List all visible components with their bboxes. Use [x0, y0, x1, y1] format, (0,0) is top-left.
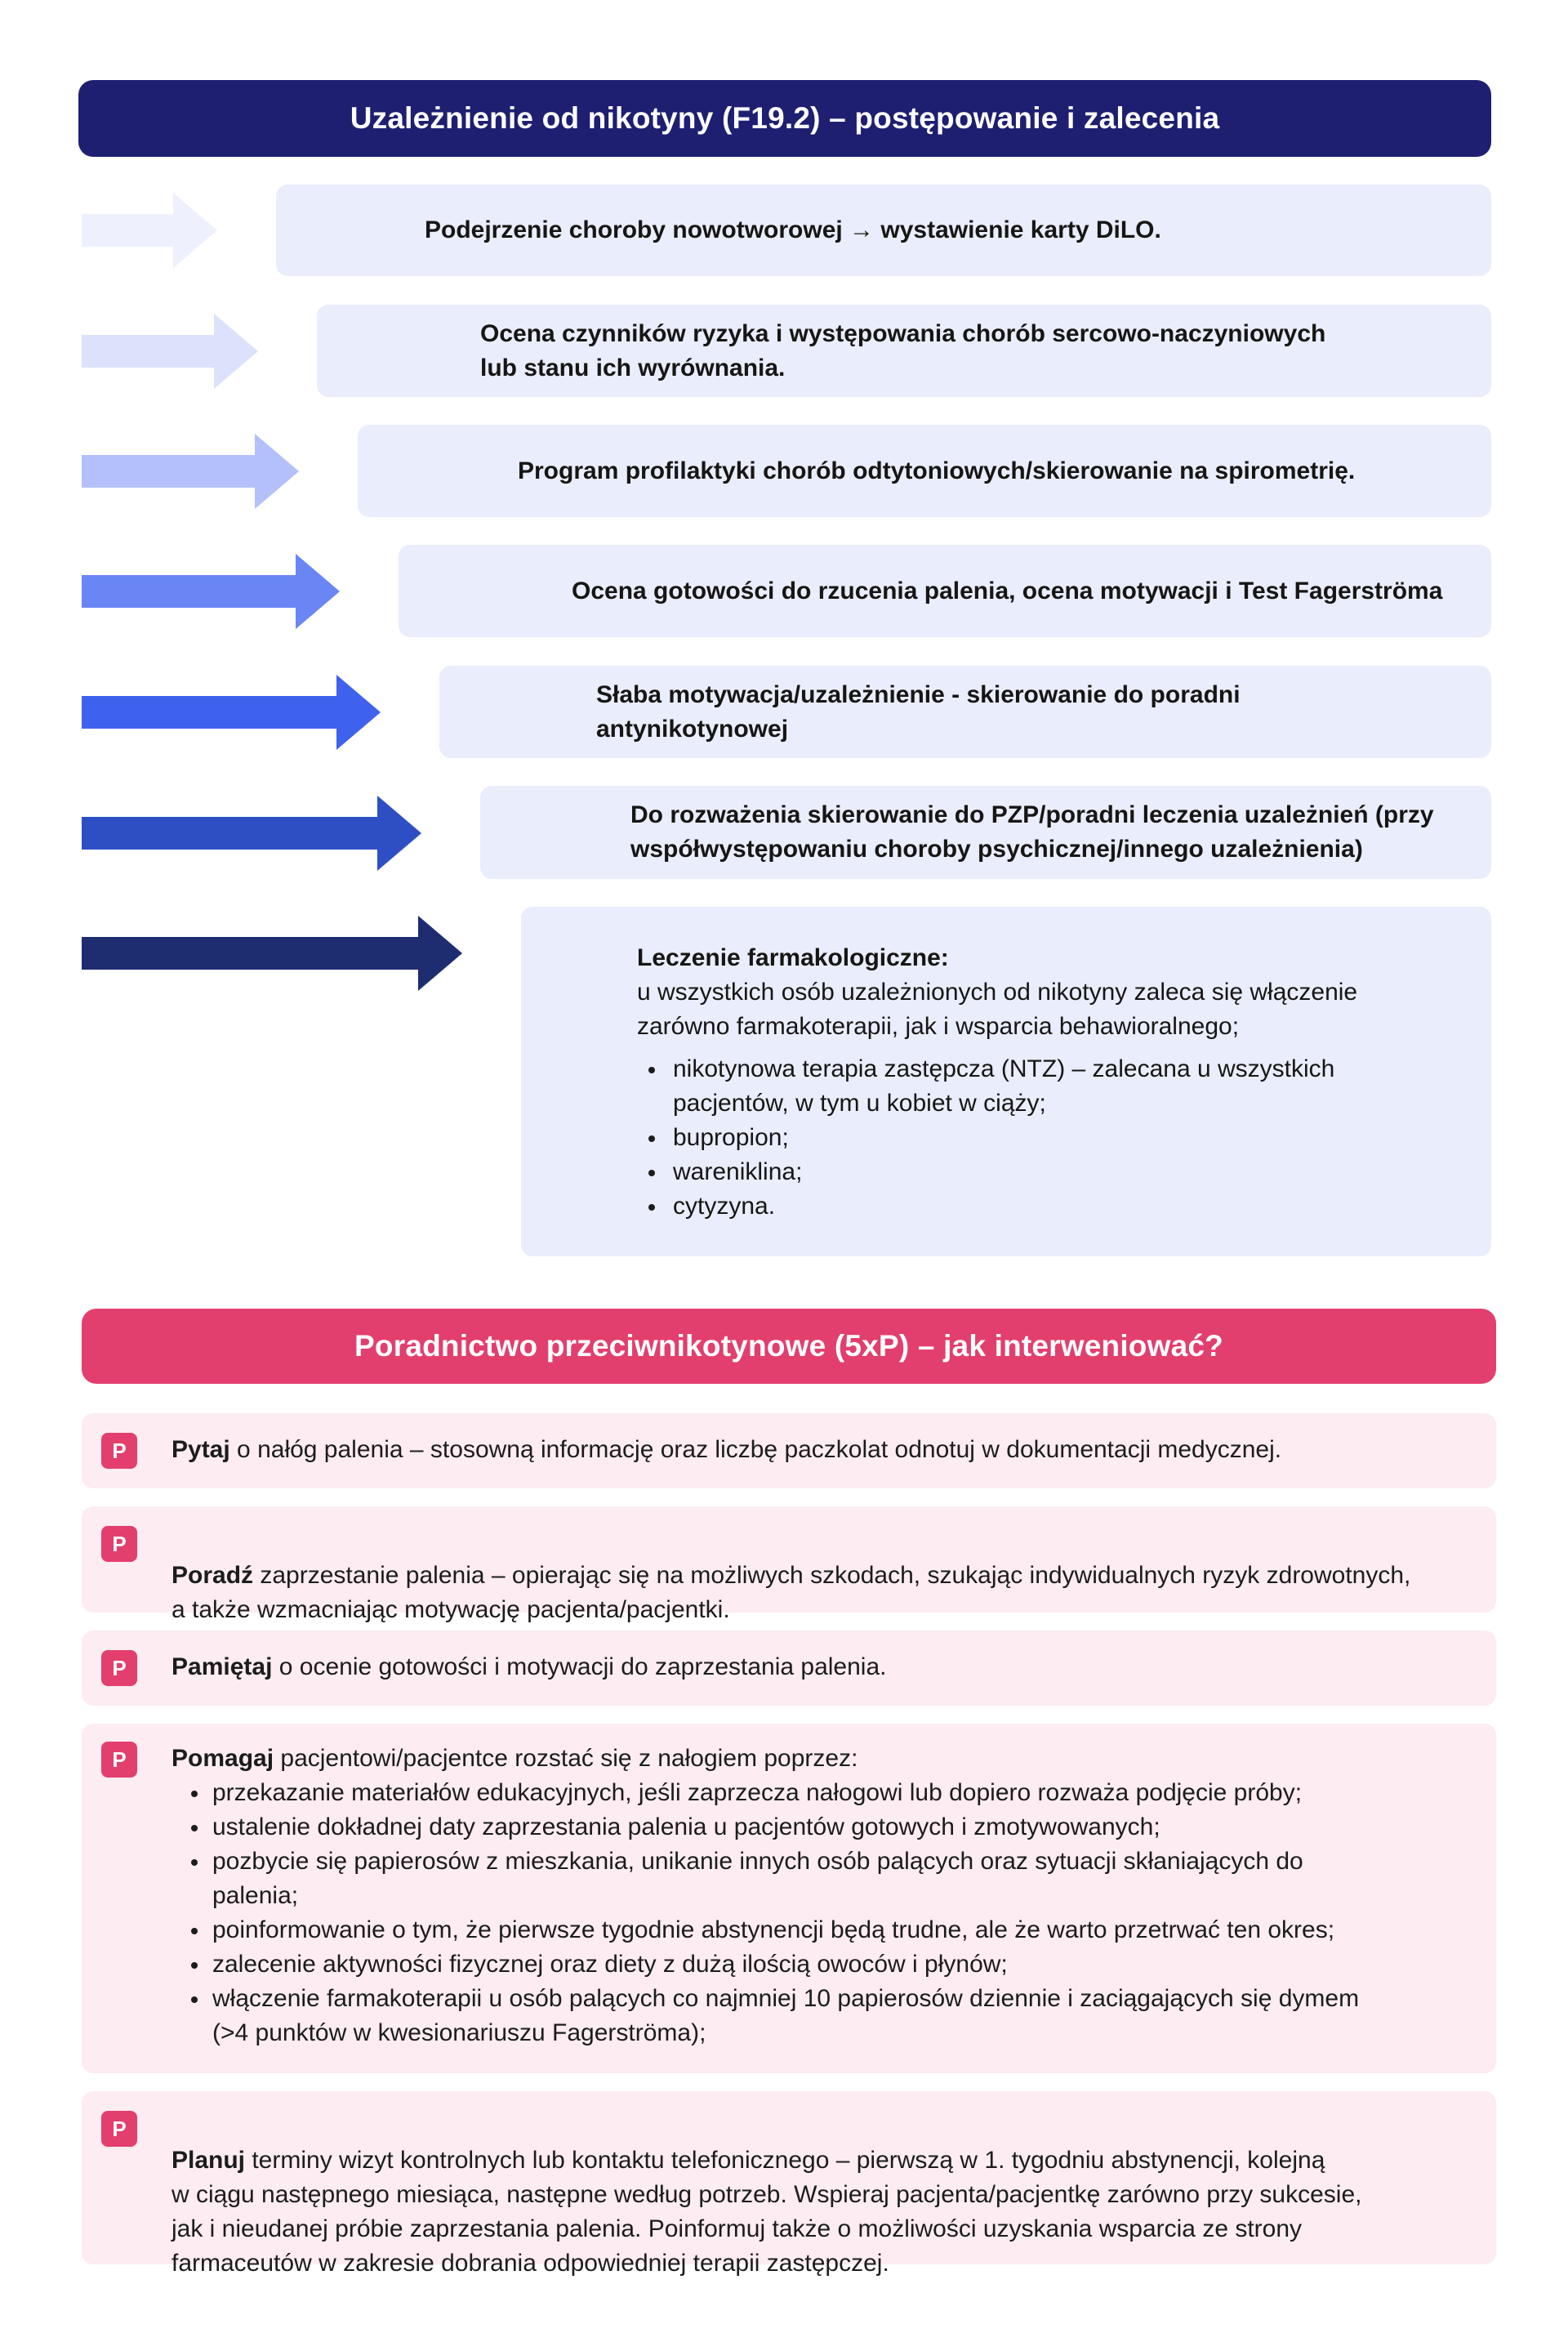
counsel-text: pacjentowi/pacjentce rozstać się z nałogiem poprzez:	[274, 1745, 858, 1772]
counsel-item-pytaj	[82, 1413, 1496, 1488]
p-badge: P	[101, 1433, 137, 1469]
counsel-text: zaprzestanie palenia – opierając się na możliwych szkodach, szukając indywidualnych ryzyk zdrowotnych, a także wzmacniając motywację pacjenta/pacjentki.	[172, 1562, 1411, 1623]
counsel-text: terminy wizyt kontrolnych lub kontaktu telefonicznego – pierwszą w 1. tygodniu abstynencji, kolejną w ciągu następnego miesiąca, następne według potrzeb. Wspieraj pacjenta/pacjentkę zarówno przy sukcesie, jak i nieudanej próbie zaprzestania palenia. Poinformuj także o możliwości uzyskania wsparcia ze strony farmaceutów w zakresie dobrania odpowiedniej terapii zastępczej.	[172, 2147, 1362, 2277]
p-badge: P	[101, 1742, 137, 1778]
counsel-item-pamietaj	[82, 1630, 1496, 1706]
arrow-right-icon	[82, 675, 384, 750]
drug-list	[637, 1052, 1357, 1224]
step-box-pzp	[480, 786, 1491, 879]
step-text: Program profilaktyki chorób odtytoniowych/skierowanie na spirometrię.	[518, 457, 1356, 484]
counsel-keyword: Pytaj	[172, 1436, 230, 1463]
counsel-item-poradz	[82, 1506, 1496, 1623]
counsel-keyword: Planuj	[172, 2147, 246, 2174]
step-text: Do rozważenia skierowanie do PZP/poradni leczenia uzależnień (przy współwystępowaniu choroby psychicznej/innego uzależnienia)	[630, 801, 1434, 863]
counsel-keyword: Poradź	[172, 1562, 254, 1589]
p-badge: P	[101, 2111, 137, 2147]
step-text: Ocena czynników ryzyka i występowania chorób sercowo-naczyniowych lub stanu ich wyrównania.	[480, 319, 1326, 381]
step-box-readiness	[399, 545, 1491, 637]
list-item: bupropion;	[637, 1121, 1357, 1155]
arrow-right-icon	[82, 314, 261, 389]
arrow-right-icon	[82, 434, 302, 509]
arrow-right-icon	[82, 916, 466, 991]
p-badge: P	[101, 1526, 137, 1562]
list-item: cytyzyna.	[637, 1189, 1357, 1224]
list-item: ustalenie dokładnej daty zaprzestania palenia u pacjentów gotowych i zmotywowanych;	[172, 1810, 1463, 1845]
step-box-dilo	[276, 185, 1491, 276]
counsel-item-planuj	[82, 2091, 1496, 2277]
step-text: Ocena gotowości do rzucenia palenia, ocena motywacji i Test Fagerströma	[572, 577, 1443, 604]
page-title-banner	[78, 80, 1491, 157]
list-item: zalecenie aktywności fizycznej oraz diety z dużą ilością owoców i płynów;	[172, 1947, 1463, 1982]
list-item: nikotynowa terapia zastępcza (NTZ) – zalecana u wszystkich pacjentów, w tym u kobiet w ciąży;	[637, 1052, 1357, 1121]
step-text: Słaba motywacja/uzależnienie - skierowanie do poradni antynikotynowej	[596, 680, 1241, 743]
arrow-right-icon	[82, 554, 343, 629]
list-item: włączenie farmakoterapii u osób palących co najmniej 10 papierosów dziennie i zaciągających się dymem (>4 punktów w kwesionariuszu Fagerströma);	[172, 1982, 1463, 2050]
step-box-pharmacotherapy	[521, 907, 1491, 1256]
counsel-item-pomagaj	[82, 1724, 1496, 2073]
page-title: Uzależnienie od nikotyny (F19.2) – postępowanie i zalecenia	[350, 101, 1220, 135]
step-box-prophylaxis	[358, 425, 1491, 517]
step-box-referral	[439, 666, 1491, 758]
counsel-text: o nałóg palenia – stosowną informację oraz liczbę paczkolat odnotuj w dokumentacji medycznej.	[229, 1436, 1282, 1463]
section-title-banner	[82, 1309, 1496, 1384]
step-box-cardiovascular	[317, 305, 1491, 397]
step-title: Leczenie farmakologiczne:	[637, 944, 949, 971]
arrow-right-icon	[82, 193, 220, 268]
counsel-keyword: Pomagaj	[172, 1745, 274, 1772]
list-item: pozbycie się papierosów z mieszkania, unikanie innych osób palących oraz sytuacji skłaniających do palenia;	[172, 1845, 1463, 1913]
step-text: u wszystkich osób uzależnionych od nikotyny zaleca się włączenie zarówno farmakoterapii, jak i wsparcia behawioralnego;	[637, 979, 1358, 1040]
counsel-keyword: Pamiętaj	[172, 1653, 273, 1680]
list-item: wareniklina;	[637, 1155, 1357, 1189]
step-text: Podejrzenie choroby nowotworowej → wystawienie karty DiLO.	[425, 216, 1161, 243]
section-title: Poradnictwo przeciwnikotynowe (5xP) – jak interweniować?	[354, 1329, 1223, 1363]
arrow-right-icon	[82, 796, 425, 871]
list-item: przekazanie materiałów edukacyjnych, jeśli zaprzecza nałogowi lub dopiero rozważa podjęcie próby;	[172, 1776, 1463, 1810]
counsel-text: o ocenie gotowości i motywacji do zaprzestania palenia.	[272, 1653, 887, 1680]
p-badge: P	[101, 1650, 137, 1686]
help-list	[172, 1776, 1463, 2050]
list-item: poinformowanie o tym, że pierwsze tygodnie abstynencji będą trudne, ale że warto przetrwać ten okres;	[172, 1913, 1463, 1947]
